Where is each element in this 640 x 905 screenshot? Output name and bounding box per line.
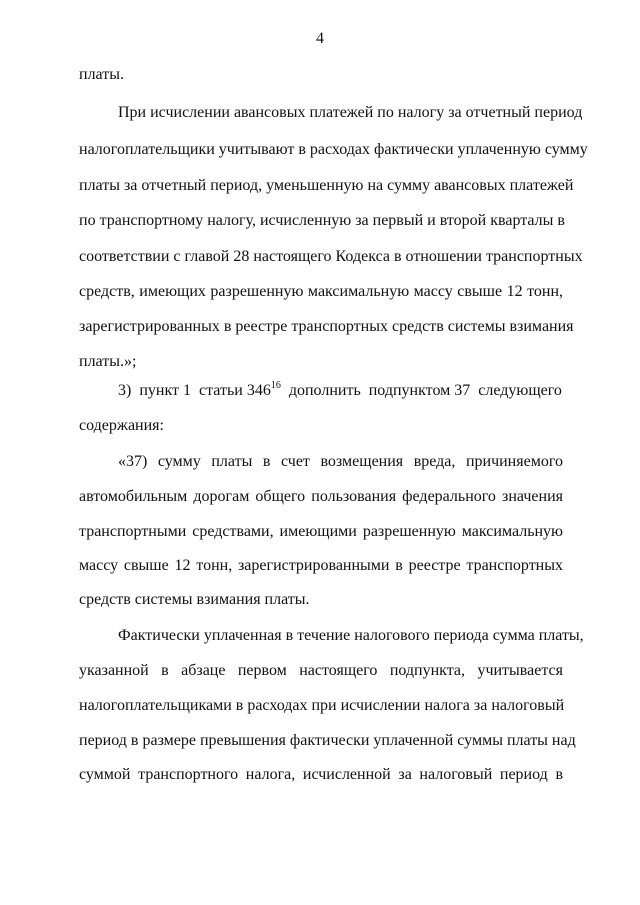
paragraph-line: автомобильным дорогам общего пользования федерального значения xyxy=(79,488,563,505)
paragraph-line: массу свыше 12 тонн, зарегистрированными в реестре транспортных xyxy=(79,557,563,574)
paragraph-line: суммой транспортного налога, исчисленной за налоговый период в xyxy=(79,766,563,783)
paragraph-line: налогоплательщиками в расходах при исчислении налога за налоговый xyxy=(79,697,565,714)
amendment-item-3 xyxy=(118,381,563,401)
paragraph-line: средств системы взимания платы. xyxy=(79,591,310,608)
paragraph-line: Фактически уплаченная в течение налогового периода сумма платы, xyxy=(118,627,584,644)
paragraph-line: период в размере превышения фактически уплаченной суммы платы над xyxy=(79,732,576,749)
paragraph-line: средств, имеющих разрешенную максимальную массу свыше 12 тонн, xyxy=(79,283,563,300)
paragraph-line: указанной в абзаце первом настоящего подпункта, учитывается xyxy=(79,662,563,679)
paragraph-line: налогоплательщики учитывают в расходах фактически уплаченную сумму xyxy=(79,141,588,158)
page-number: 4 xyxy=(316,30,324,47)
paragraph-line: «37) сумму платы в счет возмещения вреда, причиняемого xyxy=(118,453,563,470)
amendment-text-after: дополнить подпунктом 37 следующего xyxy=(280,382,562,399)
paragraph-line: транспортными средствами, имеющими разрешенную максимальную xyxy=(79,523,563,540)
article-superscript: 16 xyxy=(270,380,281,391)
paragraph-line: При исчислении авансовых платежей по налогу за отчетный период xyxy=(118,104,583,121)
paragraph-line: по транспортному налогу, исчисленную за первый и второй кварталы в xyxy=(79,212,565,229)
paragraph-line: платы за отчетный период, уменьшенную на сумму авансовых платежей xyxy=(79,177,574,194)
text-line: платы. xyxy=(79,66,124,83)
paragraph-line: зарегистрированных в реестре транспортных средств системы взимания xyxy=(79,318,574,335)
amendment-text-before: 3) пункт 1 статьи 346 xyxy=(118,382,271,399)
paragraph-line: платы.»; xyxy=(79,353,137,370)
paragraph-line: содержания: xyxy=(79,417,164,434)
paragraph-line: соответствии с главой 28 настоящего Кодекса в отношении транспортных xyxy=(79,248,583,265)
